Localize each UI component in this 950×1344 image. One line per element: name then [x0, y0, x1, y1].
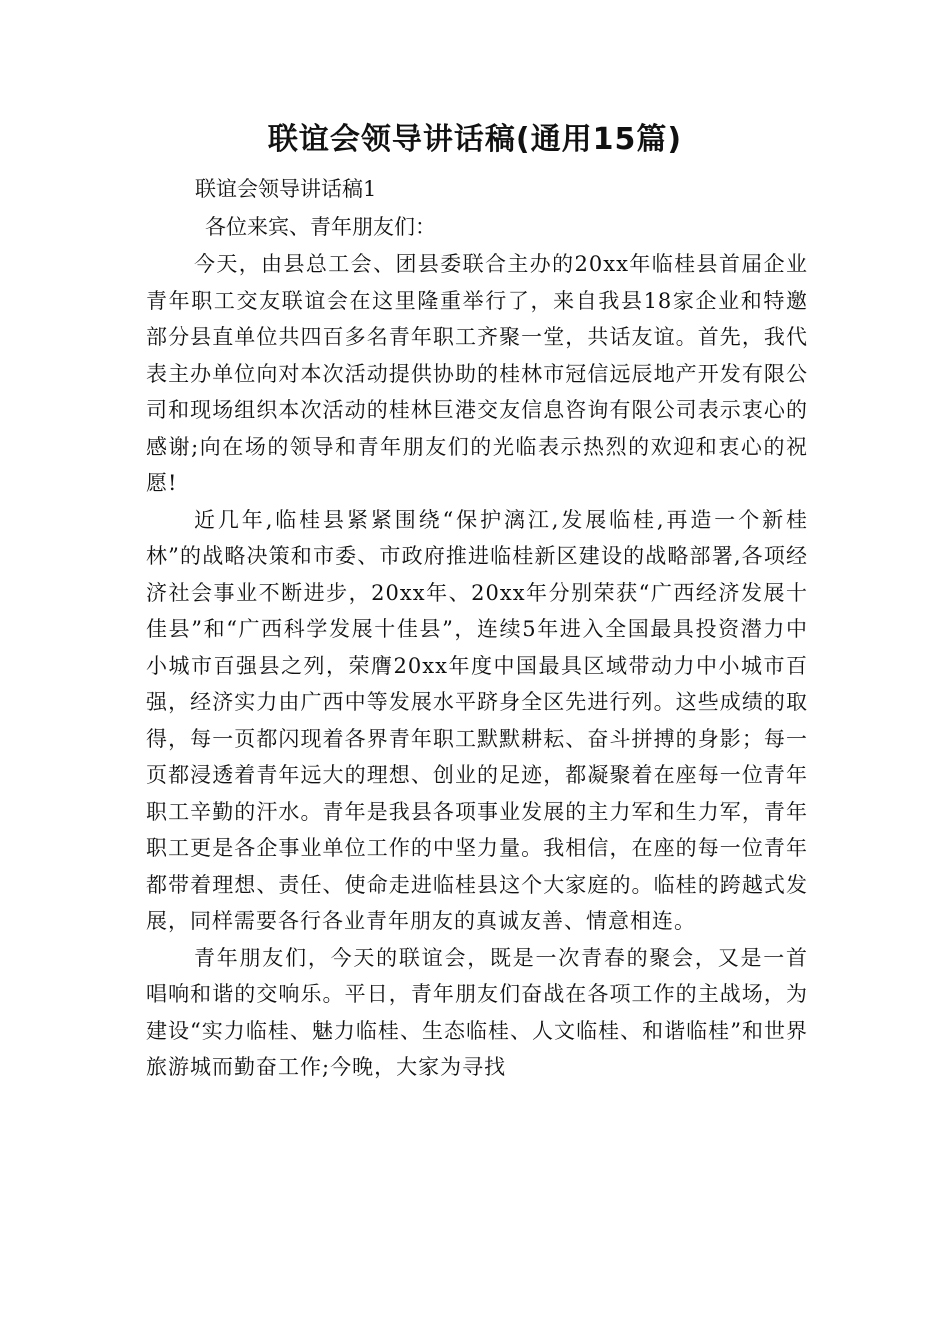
paragraph-2: 近几年,临桂县紧紧围绕“保护漓江,发展临桂,再造一个新桂林”的战略决策和市委、市政府推进临桂新区建设的战略部署,各项经济社会事业不断进步，20xx年、20xx年分别荣获“广西经济发展十佳县”和“广西科学发展十佳县”，连续5年进入全国最具投资潜力中小城市百强县之列，荣膺20xx年度中国最具区域带动力中小城市百强，经济实力由广西中等发展水平跻身全区先进行列。这些成绩的取得，每一页都闪现着各界青年职工默默耕耘、奋斗拼搏的身影；每一页都浸透着青年远大的理想、创业的足迹，都凝聚着在座每一位青年职工辛勤的汗水。青年是我县各项事业发展的主力军和生力军，青年职工更是各企事业单位工作的中坚力量。我相信，在座的每一位青年都带着理想、责任、使命走进临桂县这个大家庭的。临桂的跨越式发展，同样需要各行各业青年朋友的真诚友善、情意相连。 — [146, 507, 808, 933]
salutation: 各位来宾、青年朋友们： — [205, 215, 436, 239]
paragraph-3: 青年朋友们，今天的联谊会，既是一次青春的聚会，又是一首唱响和谐的交响乐。平日，青年朋友们奋战在各项工作的主战场，为建设“实力临桂、魅力临桂、生态临桂、人文临桂、和谐临桂”和世界旅游城而勤奋工作;今晚，大家为寻找 — [146, 945, 808, 1079]
speech-body — [146, 246, 808, 1086]
document-title: 联谊会领导讲话稿(通用15篇) — [267, 122, 683, 157]
speech-subheading: 联谊会领导讲话稿1 — [195, 177, 377, 201]
paragraph-1: 今天，由县总工会、团县委联合主办的20xx年临桂县首届企业青年职工交友联谊会在这里隆重举行了，来自我县18家企业和特邀部分县直单位共四百多名青年职工齐聚一堂，共话友谊。首先，我代表主办单位向对本次活动提供协助的桂林市冠信远辰地产开发有限公司和现场组织本次活动的桂林巨港交友信息咨询有限公司表示衷心的感谢;向在场的领导和青年朋友们的光临表示热烈的欢迎和衷心的祝愿! — [146, 252, 808, 495]
